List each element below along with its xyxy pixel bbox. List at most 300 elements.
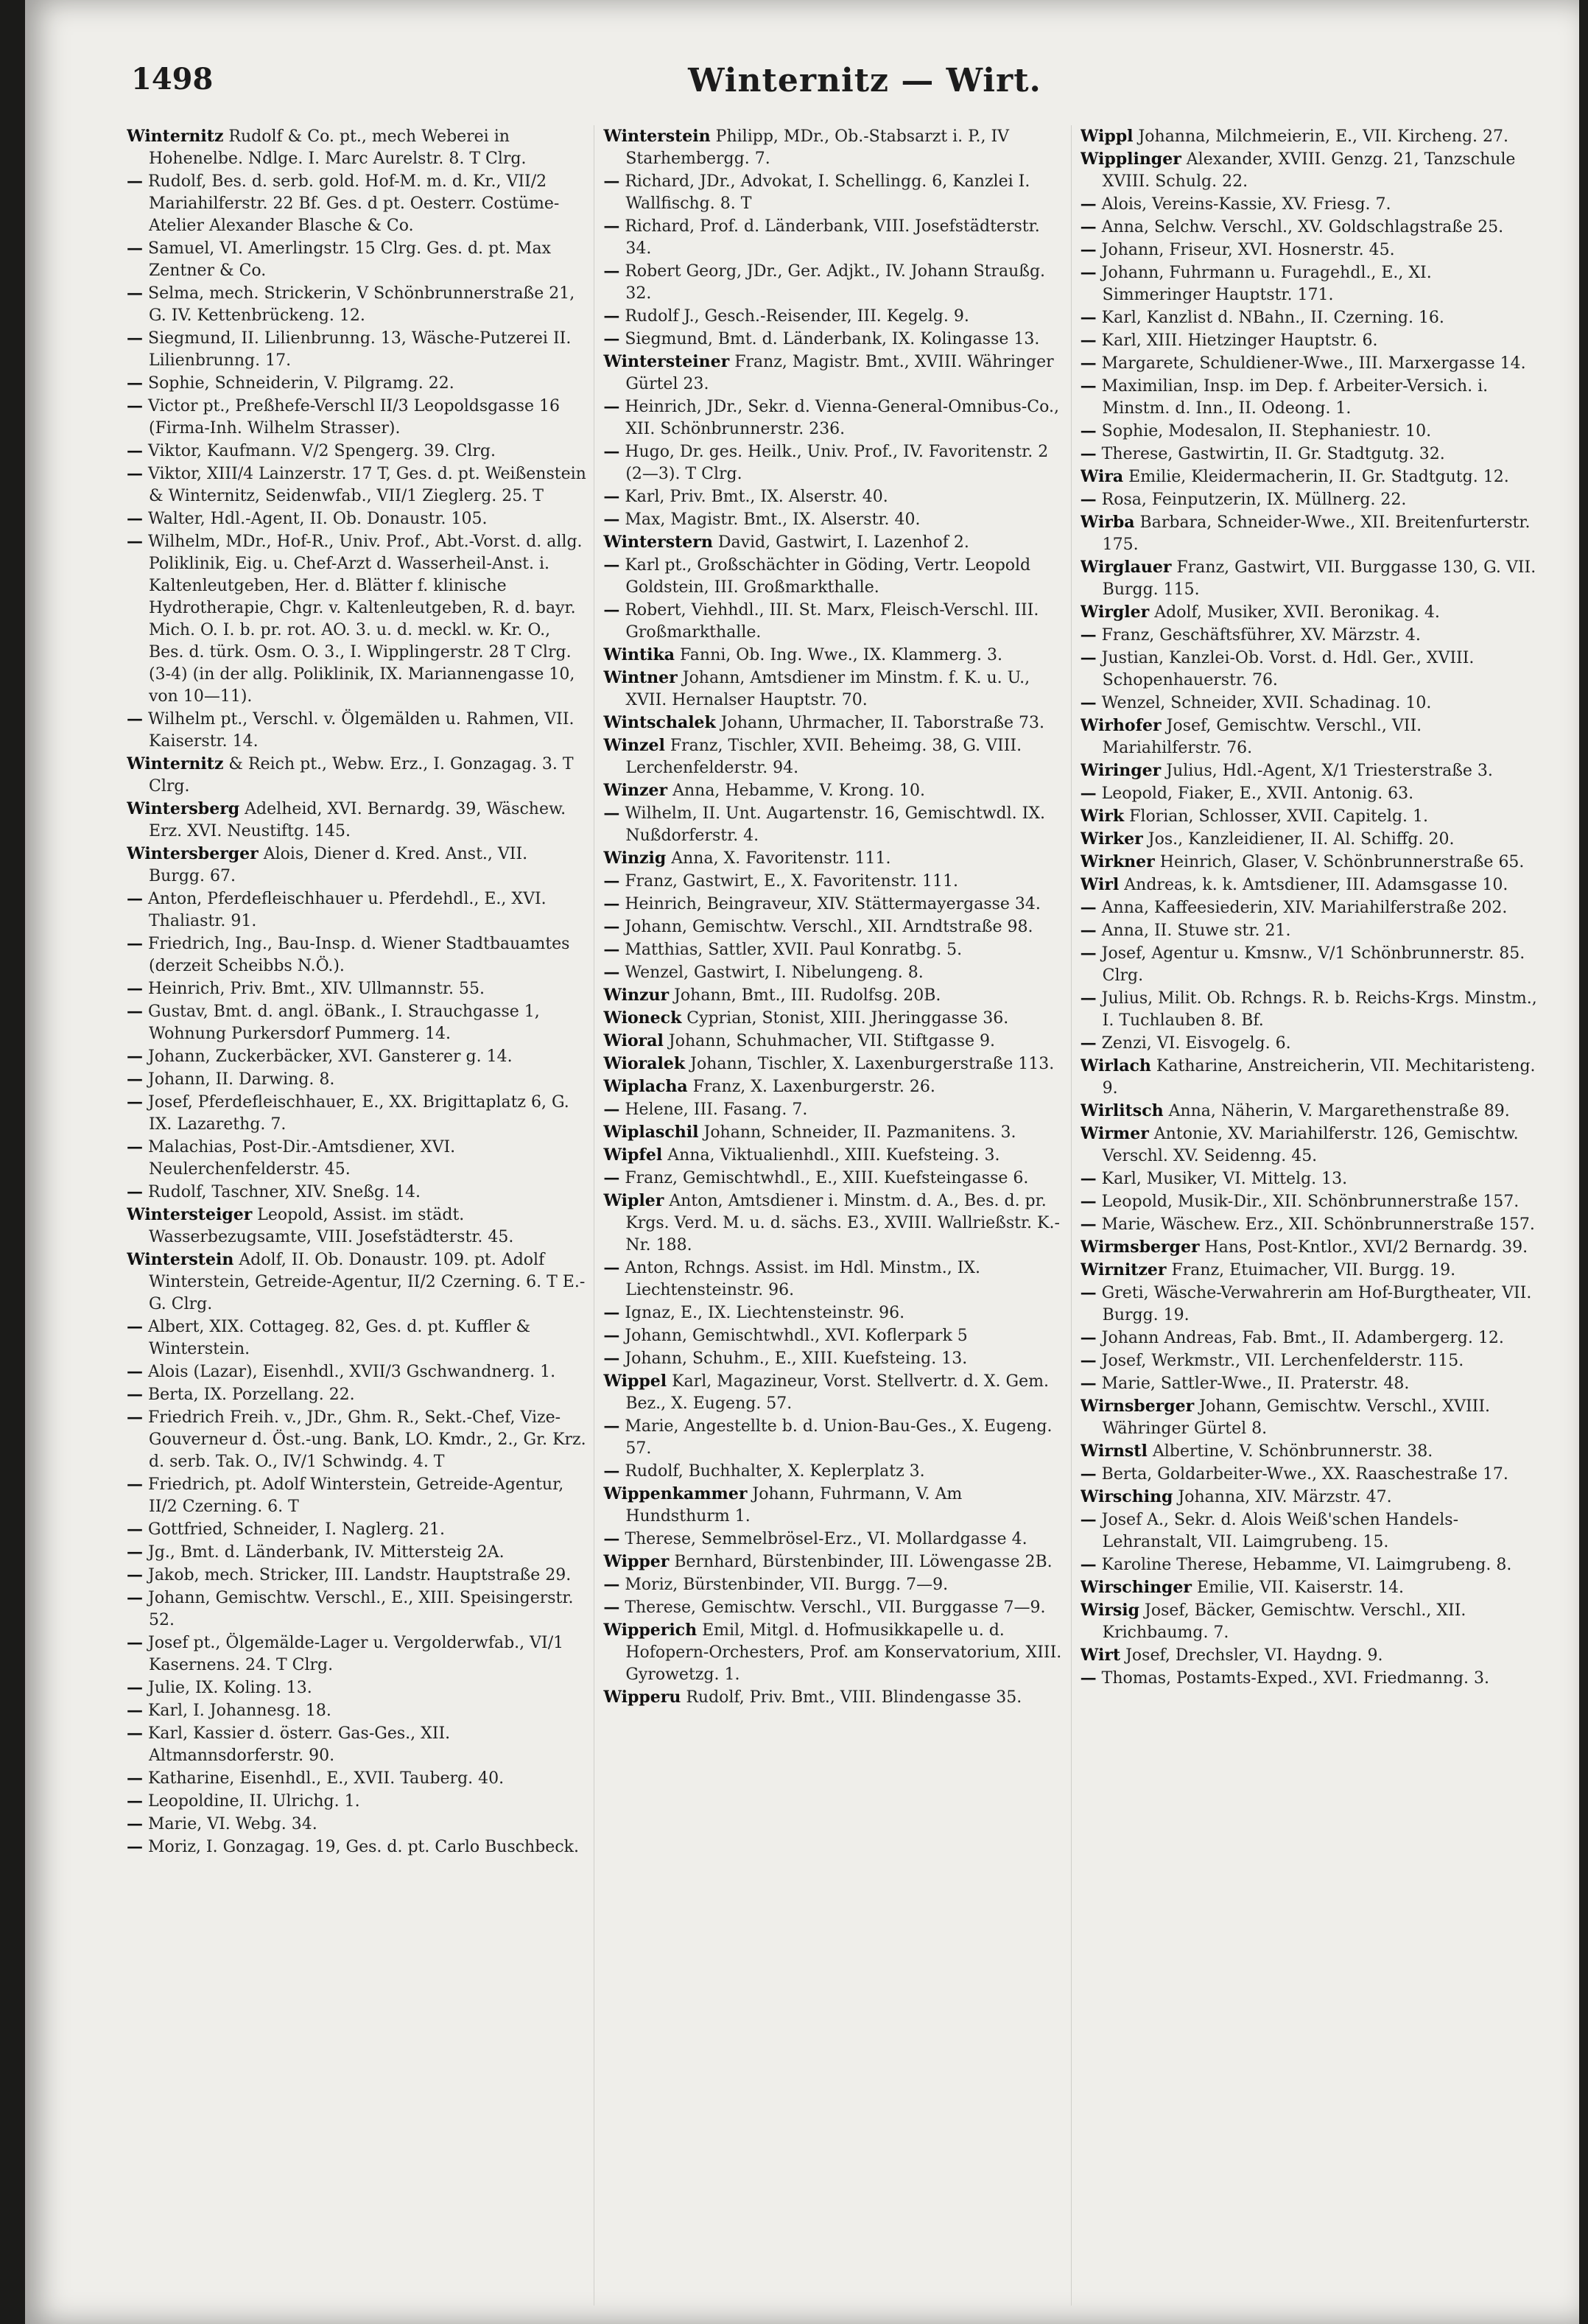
entry-details: Rudolf & Co. pt., mech Weberei in Hohenelbe. Ndlge. I. Marc Aurelstr. 8. T Clrg. bbox=[149, 127, 527, 168]
entry-details: Katharine, Anstreicherin, VII. Mechitaristeng. 9. bbox=[1102, 1057, 1536, 1098]
directory-entry bbox=[603, 1619, 1064, 1686]
entry-details: Anton, Amtsdiener i. Minstm. d. A., Bes. d. pr. Krgs. Verd. M. u. d. sächs. E3., XVIII. Wallrießstr. K.-Nr. 188. bbox=[625, 1192, 1060, 1254]
entry-details: Karl pt., Großschächter in Göding, Vertr. Leopold Goldstein, III. Großmarkthalle. bbox=[619, 556, 1031, 597]
directory-entry bbox=[603, 1573, 1064, 1596]
entry-details: Karl, Kassier d. österr. Gas-Ges., XII. Altmannsdorferstr. 90. bbox=[143, 1724, 451, 1765]
entry-details: Franz, Gemischtwhdl., E., XIII. Kuefsteingasse 6. bbox=[619, 1169, 1029, 1187]
directory-entry bbox=[127, 1813, 588, 1836]
directory-entry bbox=[127, 1316, 588, 1361]
entry-details: Franz, Geschäftsführer, XV. Märzstr. 4. bbox=[1096, 626, 1421, 645]
entry-surname: Wintner bbox=[603, 668, 678, 687]
directory-entry bbox=[1081, 874, 1542, 896]
entry-surname: — bbox=[127, 1092, 143, 1112]
entry-surname: Wipper bbox=[603, 1552, 670, 1571]
entry-details: Karl, XIII. Hietzinger Hauptstr. 6. bbox=[1096, 331, 1378, 350]
directory-entry bbox=[127, 708, 588, 753]
directory-entry bbox=[1081, 329, 1542, 352]
entry-surname: — bbox=[127, 373, 143, 393]
entry-details: Alexander, XVIII. Genzg. 21, Tanzschule XVIII. Schulg. 22. bbox=[1102, 150, 1516, 191]
entry-details: Josef, Pferdefleischhauer, E., XX. Brigittaplatz 6, G. IX. Lazarethg. 7. bbox=[143, 1093, 569, 1134]
entry-details: Samuel, VI. Amerlingstr. 15 Clrg. Ges. d. pt. Max Zentner & Co. bbox=[143, 239, 551, 280]
entry-surname: — bbox=[127, 464, 143, 483]
entry-details: Ignaz, E., IX. Liechtensteinstr. 96. bbox=[619, 1304, 905, 1322]
entry-surname: — bbox=[127, 1542, 143, 1562]
entry-surname: — bbox=[1080, 1283, 1097, 1302]
entry-surname: — bbox=[603, 1529, 620, 1548]
entry-surname: — bbox=[1080, 421, 1097, 440]
directory-entry bbox=[127, 1722, 588, 1767]
entry-surname: — bbox=[127, 1814, 143, 1833]
entry-details: Malachias, Post-Dir.-Amtsdiener, XVI. Neulerchenfelderstr. 45. bbox=[143, 1138, 456, 1179]
directory-entry bbox=[1081, 420, 1542, 443]
entry-details: Johann, Schneider, II. Pazmanitens. 3. bbox=[698, 1123, 1016, 1142]
directory-entry bbox=[127, 1587, 588, 1632]
entry-details: Anna, Viktualienhdl., XIII. Kuefsteing. 3. bbox=[662, 1146, 1000, 1165]
entry-surname: — bbox=[603, 1416, 620, 1436]
entry-details: Therese, Semmelbrösel-Erz., VI. Mollardgasse 4. bbox=[619, 1530, 1027, 1548]
directory-entry bbox=[127, 888, 588, 933]
entry-details: Wilhelm, MDr., Hof-R., Univ. Prof., Abt.-Vorst. d. allg. Poliklinik, Eig. u. Chef-Arzt d. Wasserheil-Anst. i. Kaltenleutgeben, Her. d. Blätter f. klinische Hydrotherapie, Chgr. v. Kaltenleutgeben, R. d. bayr. Mich. O. I. b. pr. rot. AO. 3. u. d. meckl. w. Kr. O., Bes. d. türk. Osm. O. 3., I. Wipplingerstr. 28 T Clrg. (3-4) (in der allg. Poliklinik, IX. Mariannengasse 10, von 10—11). bbox=[143, 533, 583, 706]
entry-details: Johann, Gemischtwhdl., XVI. Koflerpark 5 bbox=[619, 1327, 968, 1345]
directory-entry bbox=[1081, 828, 1542, 851]
entry-surname: — bbox=[127, 509, 143, 528]
directory-entry bbox=[603, 215, 1064, 260]
entry-details: Albertine, V. Schönbrunnerstr. 38. bbox=[1147, 1442, 1433, 1461]
entry-surname: — bbox=[127, 1837, 143, 1856]
directory-entry bbox=[1081, 1055, 1542, 1100]
directory-entry bbox=[127, 395, 588, 440]
entry-details: Franz, X. Laxenburgerstr. 26. bbox=[687, 1078, 935, 1096]
entry-surname: — bbox=[127, 1070, 143, 1089]
directory-entry bbox=[127, 753, 588, 798]
directory-entry bbox=[603, 644, 1064, 667]
entry-surname: — bbox=[127, 1475, 143, 1494]
directory-entry bbox=[127, 1361, 588, 1383]
entry-details: Leopold, Musik-Dir., XII. Schönbrunnerstraße 157. bbox=[1096, 1193, 1520, 1211]
entry-details: Antonie, XV. Mariahilferstr. 126, Gemischtw. Verschl. XV. Seidenng. 45. bbox=[1102, 1125, 1519, 1165]
directory-entry bbox=[603, 170, 1064, 215]
directory-entry bbox=[1081, 715, 1542, 759]
directory-entry bbox=[603, 1686, 1064, 1709]
directory-entry bbox=[603, 667, 1064, 712]
directory-entry bbox=[603, 847, 1064, 870]
entry-details: Johann, Uhrmacher, II. Taborstraße 73. bbox=[715, 714, 1045, 732]
entry-surname: Wintersberger bbox=[127, 844, 259, 863]
directory-entry bbox=[1081, 1599, 1542, 1644]
directory-entry bbox=[1081, 601, 1542, 624]
entry-details: Josef, Drechsler, VI. Haydng. 9. bbox=[1120, 1646, 1383, 1665]
directory-entry bbox=[1081, 1190, 1542, 1213]
entry-surname: — bbox=[1080, 308, 1097, 327]
directory-entry bbox=[1081, 1032, 1542, 1055]
entry-surname: Wintersberg bbox=[127, 799, 240, 818]
entry-surname: — bbox=[1080, 217, 1097, 236]
entry-details: Johann, Schuhmacher, VII. Stiftgasse 9. bbox=[663, 1032, 995, 1050]
entry-details: Marie, Wäschew. Erz., XII. Schönbrunnerstraße 157. bbox=[1096, 1215, 1535, 1234]
entry-details: Sophie, Schneiderin, V. Pilgramg. 22. bbox=[143, 374, 454, 393]
entry-surname: — bbox=[603, 172, 620, 191]
directory-entry bbox=[1081, 216, 1542, 239]
entry-details: Franz, Gastwirt, E., X. Favoritenstr. 111. bbox=[619, 872, 959, 891]
entry-surname: — bbox=[603, 871, 620, 891]
directory-entry bbox=[127, 1677, 588, 1699]
directory-entry bbox=[1081, 1259, 1542, 1282]
entry-details: Heinrich, Priv. Bmt., XIV. Ullmannstr. 55. bbox=[143, 980, 485, 998]
entry-details: Alois, Diener d. Kred. Anst., VII. Burgg. 67. bbox=[149, 845, 528, 885]
entry-details: Franz, Etuimacher, VII. Burgg. 19. bbox=[1166, 1261, 1456, 1279]
directory-entry bbox=[1081, 1440, 1542, 1463]
entry-details: Johann Andreas, Fab. Bmt., II. Adambergerg. 12. bbox=[1096, 1329, 1504, 1347]
directory-entry bbox=[127, 508, 588, 530]
entry-surname: — bbox=[127, 1002, 143, 1021]
entry-details: Karl, Priv. Bmt., IX. Alserstr. 40. bbox=[619, 488, 888, 506]
directory-entry bbox=[127, 237, 588, 282]
directory-entry bbox=[127, 1068, 588, 1091]
entry-surname: — bbox=[1080, 194, 1097, 214]
entry-details: Berta, Goldarbeiter-Wwe., XX. Raaschestraße 17. bbox=[1096, 1465, 1508, 1484]
entry-details: Hugo, Dr. ges. Heilk., Univ. Prof., IV. Favoritenstr. 2 (2—3). T Clrg. bbox=[619, 443, 1049, 483]
entry-details: & Reich pt., Webw. Erz., I. Gonzagag. 3. T Clrg. bbox=[149, 755, 574, 796]
entry-details: Matthias, Sattler, XVII. Paul Konratbg. 5. bbox=[619, 941, 963, 959]
entry-details: Julius, Hdl.-Agent, X/1 Triesterstraße 3. bbox=[1161, 762, 1493, 780]
entry-details: Bernhard, Bürstenbinder, III. Löwengasse 2B. bbox=[669, 1553, 1053, 1571]
entry-details: Rudolf, Bes. d. serb. gold. Hof-M. m. d. Kr., VII/2 Mariahilferstr. 22 Bf. Ges. d pt. Oesterr. Costüme-Atelier Alexander Blasche & Co. bbox=[143, 172, 560, 235]
entry-surname: — bbox=[1080, 1351, 1097, 1370]
entry-details: Marie, Angestellte b. d. Union-Bau-Ges., X. Eugeng. 57. bbox=[619, 1417, 1053, 1458]
entry-surname: Wirlitsch bbox=[1080, 1101, 1164, 1120]
entry-details: Anna, Selchw. Verschl., XV. Goldschlagstraße 25. bbox=[1096, 218, 1504, 236]
directory-entry bbox=[603, 1257, 1064, 1302]
directory-entry bbox=[127, 1406, 588, 1473]
directory-entry bbox=[1081, 193, 1542, 216]
directory-entry bbox=[603, 1030, 1064, 1053]
entry-details: Emilie, Kleidermacherin, II. Gr. Stadtgutg. 12. bbox=[1123, 468, 1509, 486]
entry-surname: Wirker bbox=[1080, 829, 1143, 849]
entry-details: Adelheid, XVI. Bernardg. 39, Wäschew. Erz. XVI. Neustiftg. 145. bbox=[149, 800, 566, 840]
entry-surname: Wirkner bbox=[1080, 852, 1155, 871]
entry-details: Viktor, XIII/4 Lainzerstr. 17 T, Ges. d. pt. Weißenstein & Winternitz, Seidenwfab., VII/1 Zieglerg. 25. T bbox=[143, 465, 586, 505]
entry-details: Anna, Hebamme, V. Krong. 10. bbox=[667, 782, 925, 800]
entry-details: Heinrich, Glaser, V. Schönbrunnerstraße 65. bbox=[1154, 853, 1525, 871]
entry-details: Wilhelm pt., Verschl. v. Ölgemälden u. Rahmen, VII. Kaiserstr. 14. bbox=[143, 710, 575, 751]
directory-entry bbox=[603, 1007, 1064, 1030]
directory-entry bbox=[1081, 261, 1542, 306]
entry-surname: — bbox=[1080, 784, 1097, 803]
directory-entry bbox=[1081, 352, 1542, 375]
directory-entry bbox=[1081, 1576, 1542, 1599]
entry-details: Karl, Magazineur, Vorst. Stellvertr. d. X. Gem. Bez., X. Eugeng. 57. bbox=[625, 1372, 1049, 1413]
directory-entry bbox=[603, 351, 1064, 396]
entry-details: Therese, Gastwirtin, II. Gr. Stadtgutg. 32. bbox=[1096, 445, 1445, 463]
entry-surname: — bbox=[127, 1588, 143, 1607]
directory-entry bbox=[1081, 443, 1542, 466]
entry-details: Greti, Wäsche-Verwahrerin am Hof-Burgtheater, VII. Burgg. 19. bbox=[1096, 1284, 1532, 1324]
entry-surname: — bbox=[127, 1791, 143, 1811]
directory-entry bbox=[1081, 624, 1542, 647]
entry-surname: — bbox=[1080, 1033, 1097, 1053]
directory-entry bbox=[1081, 647, 1542, 692]
entry-surname: — bbox=[603, 963, 620, 982]
entry-details: Sophie, Modesalon, II. Stephaniestr. 10. bbox=[1096, 422, 1432, 440]
entry-details: Friedrich Freih. v., JDr., Ghm. R., Sekt.-Chef, Vize-Gouverneur d. Öst.-ung. Bank, LO. Kmdr., 2., Gr. Krz. d. serb. Tak. O., IV/1 Schwindg. 4. T bbox=[143, 1408, 586, 1471]
directory-entry bbox=[1081, 1486, 1542, 1509]
entry-surname: Winzig bbox=[603, 849, 667, 868]
directory-entry bbox=[1081, 1395, 1542, 1440]
directory-entry bbox=[603, 328, 1064, 351]
entry-surname: — bbox=[603, 1168, 620, 1187]
directory-entry bbox=[603, 1596, 1064, 1619]
entry-details: Anton, Rchngs. Assist. im Hdl. Minstm., IX. Liechtensteinstr. 96. bbox=[619, 1259, 981, 1299]
directory-entry bbox=[1081, 919, 1542, 942]
entry-surname: Wioneck bbox=[603, 1008, 682, 1028]
entry-surname: Wintersteiner bbox=[603, 352, 730, 371]
entry-surname: — bbox=[127, 532, 143, 551]
directory-entry bbox=[603, 1075, 1064, 1098]
entry-surname: Wirnitzer bbox=[1080, 1260, 1167, 1279]
directory-entry bbox=[603, 802, 1064, 847]
entry-surname: Wirt bbox=[1080, 1646, 1121, 1665]
entry-surname: Wintschalek bbox=[603, 713, 716, 732]
entry-details: Johanna, XIV. Märzstr. 47. bbox=[1173, 1488, 1392, 1506]
directory-entry bbox=[1081, 942, 1542, 987]
entry-surname: Wipler bbox=[603, 1191, 664, 1210]
entry-details: Johann, Fuhrmann, V. Am Hundsthurm 1. bbox=[625, 1485, 963, 1526]
page-number: 1498 bbox=[131, 62, 214, 96]
entry-details: Albert, XIX. Cottageg. 82, Ges. d. pt. Kuffler & Winterstein. bbox=[143, 1318, 531, 1358]
entry-surname: — bbox=[603, 1100, 620, 1119]
entry-surname: Wirba bbox=[1080, 513, 1135, 532]
directory-entry bbox=[127, 1091, 588, 1136]
entry-surname: — bbox=[127, 934, 143, 953]
directory-entry bbox=[1081, 1236, 1542, 1259]
entry-surname: — bbox=[127, 889, 143, 908]
entry-surname: Winterstein bbox=[127, 1250, 234, 1269]
entry-surname: — bbox=[1080, 1555, 1097, 1574]
directory-entry bbox=[1081, 1349, 1542, 1372]
directory-entry bbox=[1081, 148, 1542, 193]
entry-surname: Wipfel bbox=[603, 1145, 663, 1165]
entry-surname: — bbox=[127, 441, 143, 460]
directory-entry bbox=[603, 1053, 1064, 1075]
entry-details: Johann, Zuckerbäcker, XVI. Gansterer g. 14. bbox=[143, 1047, 513, 1066]
directory-entry bbox=[127, 1473, 588, 1518]
entry-details: Anna, Näherin, V. Margarethenstraße 89. bbox=[1163, 1102, 1510, 1120]
entry-surname: Wioral bbox=[603, 1031, 664, 1050]
entry-surname: — bbox=[127, 1385, 143, 1404]
directory-entry bbox=[603, 1460, 1064, 1483]
directory-entry bbox=[1081, 1327, 1542, 1349]
entry-details: Jg., Bmt. d. Länderbank, IV. Mittersteig 2A. bbox=[143, 1543, 505, 1562]
directory-entry bbox=[1081, 896, 1542, 919]
directory-entry bbox=[1081, 1123, 1542, 1168]
entry-surname: — bbox=[603, 261, 620, 281]
directory-entry bbox=[603, 1098, 1064, 1121]
directory-entry bbox=[603, 870, 1064, 893]
entry-surname: — bbox=[127, 1565, 143, 1584]
directory-entry bbox=[127, 1767, 588, 1790]
entry-details: Friedrich, Ing., Bau-Insp. d. Wiener Stadtbauamtes (derzeit Scheibbs N.Ö.). bbox=[143, 935, 570, 975]
entry-details: Johann, II. Darwing. 8. bbox=[143, 1070, 335, 1089]
entry-surname: — bbox=[603, 306, 620, 326]
directory-entry bbox=[127, 1136, 588, 1181]
entry-details: Anton, Pferdefleischhauer u. Pferdehdl., E., XVI. Thaliastr. 91. bbox=[143, 890, 547, 930]
entry-details: Viktor, Kaufmann. V/2 Spengerg. 39. Clrg. bbox=[143, 442, 496, 460]
entry-details: Josef, Werkmstr., VII. Lerchenfelderstr. 115. bbox=[1096, 1352, 1464, 1370]
entry-details: Helene, III. Fasang. 7. bbox=[619, 1100, 808, 1119]
entry-surname: — bbox=[127, 1137, 143, 1156]
entry-surname: Wirhofer bbox=[1080, 716, 1162, 735]
entry-surname: — bbox=[603, 442, 620, 461]
directory-entry bbox=[1081, 1282, 1542, 1327]
entry-details: Robert Georg, JDr., Ger. Adjkt., IV. Johann Straußg. 32. bbox=[619, 262, 1046, 303]
entry-details: Franz, Tischler, XVII. Beheimg. 38, G. VIII. Lerchenfelderstr. 94. bbox=[625, 737, 1022, 777]
directory-entry bbox=[1081, 466, 1542, 488]
entry-surname: Winzur bbox=[603, 986, 670, 1005]
entry-details: Gottfried, Schneider, I. Naglerg. 21. bbox=[143, 1520, 446, 1539]
entry-details: David, Gastwirt, I. Lazenhof 2. bbox=[712, 533, 969, 552]
entry-surname: — bbox=[127, 1701, 143, 1720]
entry-details: Johann, Gemischtw. Verschl., XII. Arndtstraße 98. bbox=[619, 918, 1033, 936]
directory-entry bbox=[127, 1181, 588, 1204]
entry-details: Anna, II. Stuwe str. 21. bbox=[1096, 921, 1291, 940]
directory-entry bbox=[603, 1302, 1064, 1324]
directory-entry bbox=[127, 170, 588, 237]
entry-surname: — bbox=[1080, 989, 1097, 1008]
directory-entry bbox=[603, 1551, 1064, 1573]
entry-surname: — bbox=[1080, 1169, 1097, 1188]
directory-entry bbox=[603, 893, 1064, 916]
entry-surname: — bbox=[1080, 625, 1097, 645]
directory-entry bbox=[1081, 556, 1542, 601]
entry-details: Adolf, Musiker, XVII. Beronikag. 4. bbox=[1149, 603, 1440, 622]
entry-details: Alois (Lazar), Eisenhdl., XVII/3 Gschwandnerg. 1. bbox=[143, 1363, 556, 1381]
directory-entry bbox=[603, 1347, 1064, 1370]
entry-surname: Wipplinger bbox=[1080, 150, 1181, 169]
directory-entry bbox=[1081, 1554, 1542, 1576]
entry-details: Karl, Musiker, VI. Mittelg. 13. bbox=[1096, 1170, 1348, 1188]
directory-entry bbox=[127, 1836, 588, 1858]
directory-entry bbox=[127, 440, 588, 463]
entry-surname: Wirschinger bbox=[1080, 1578, 1192, 1597]
entry-surname: Wirgler bbox=[1080, 603, 1150, 622]
directory-page bbox=[25, 0, 1579, 2324]
entry-details: Max, Magistr. Bmt., IX. Alserstr. 40. bbox=[619, 510, 921, 529]
entry-details: Jos., Kanzleidiener, II. Al. Schiffg. 20. bbox=[1142, 830, 1455, 849]
entry-surname: — bbox=[1080, 921, 1097, 940]
directory-entry bbox=[603, 554, 1064, 599]
directory-entry bbox=[127, 282, 588, 327]
entry-details: Moriz, I. Gonzagag. 19, Ges. d. pt. Carlo Buschbeck. bbox=[143, 1838, 579, 1856]
directory-entry bbox=[603, 125, 1064, 170]
directory-entry bbox=[1081, 1667, 1542, 1690]
entry-surname: — bbox=[603, 1461, 620, 1481]
directory-entry bbox=[1081, 1509, 1542, 1554]
entry-surname: — bbox=[127, 396, 143, 415]
directory-entry bbox=[1081, 987, 1542, 1032]
directory-entry bbox=[603, 1370, 1064, 1415]
entry-details: Siegmund, II. Lilienbrunng. 13, Wäsche-Putzerei II. Lilienbrunng. 17. bbox=[143, 329, 572, 370]
entry-surname: Wirsching bbox=[1080, 1487, 1173, 1506]
entry-details: Johann, Gemischtw. Verschl., E., XIII. Speisingerstr. 52. bbox=[143, 1589, 574, 1629]
directory-entry bbox=[1081, 1463, 1542, 1486]
entry-surname: — bbox=[603, 329, 620, 348]
entry-surname: — bbox=[127, 239, 143, 258]
entry-details: Marie, VI. Webg. 34. bbox=[143, 1815, 317, 1833]
entry-surname: — bbox=[127, 1362, 143, 1381]
entry-surname: Wirmsberger bbox=[1080, 1238, 1200, 1257]
entry-details: Julius, Milit. Ob. Rchngs. R. b. Reichs-Krgs. Minstm., I. Tuchlauben 8. Bf. bbox=[1096, 989, 1537, 1030]
entry-surname: — bbox=[603, 1349, 620, 1368]
entry-details: Siegmund, Bmt. d. Länderbank, IX. Kolingasse 13. bbox=[619, 330, 1040, 348]
directory-entry bbox=[603, 260, 1064, 305]
entry-details: Victor pt., Preßhefe-Verschl II/3 Leopoldsgasse 16 (Firma-Inh. Wilhelm Strasser). bbox=[143, 397, 560, 438]
entry-surname: Wirnsberger bbox=[1080, 1397, 1195, 1416]
directory-entry bbox=[1081, 1168, 1542, 1190]
entry-details: Alois, Vereins-Kassie, XV. Friesg. 7. bbox=[1096, 195, 1391, 214]
entry-details: Jakob, mech. Stricker, III. Landstr. Hauptstraße 29. bbox=[143, 1566, 572, 1584]
running-head: Winternitz — Wirt. bbox=[688, 62, 1041, 99]
directory-entry bbox=[1081, 125, 1542, 148]
directory-entry bbox=[603, 1144, 1064, 1167]
entry-details: Franz, Gastwirt, VII. Burggasse 130, G. VII. Burgg. 115. bbox=[1102, 558, 1536, 599]
entry-surname: Wippenkammer bbox=[603, 1484, 748, 1503]
entry-surname: — bbox=[1080, 490, 1097, 509]
entry-surname: Winterstern bbox=[603, 533, 713, 552]
directory-entry bbox=[603, 305, 1064, 328]
entry-details: Karl, I. Johannesg. 18. bbox=[143, 1702, 331, 1720]
directory-entry bbox=[127, 843, 588, 888]
entry-surname: Wiringer bbox=[1080, 761, 1162, 780]
directory-entry bbox=[127, 1045, 588, 1068]
entry-details: Johann, Fuhrmann u. Furagehdl., E., XI. Simmeringer Hauptstr. 171. bbox=[1096, 264, 1432, 304]
entry-surname: — bbox=[1080, 1374, 1097, 1393]
entry-details: Fanni, Ob. Ing. Wwe., IX. Klammerg. 3. bbox=[675, 646, 1002, 664]
directory-entry bbox=[127, 1699, 588, 1722]
entry-surname: — bbox=[603, 894, 620, 913]
entry-surname: — bbox=[603, 1326, 620, 1345]
entry-details: Rudolf J., Gesch.-Reisender, III. Kegelg. 9. bbox=[619, 307, 969, 326]
entry-surname: Wiplacha bbox=[603, 1077, 688, 1096]
directory-entry bbox=[127, 1204, 588, 1249]
directory-entry bbox=[603, 961, 1064, 984]
entry-details: Rudolf, Taschner, XIV. Sneßg. 14. bbox=[143, 1183, 421, 1201]
directory-entry bbox=[603, 916, 1064, 938]
entry-details: Karl, Kanzlist d. NBahn., II. Czerning. 16. bbox=[1096, 309, 1444, 327]
entry-details: Marie, Sattler-Wwe., II. Praterstr. 48. bbox=[1096, 1375, 1410, 1393]
entry-surname: Winzel bbox=[603, 736, 665, 755]
entry-surname: — bbox=[127, 329, 143, 348]
entry-surname: — bbox=[127, 1633, 143, 1652]
entry-details: Karoline Therese, Hebamme, VI. Laimgrubeng. 8. bbox=[1096, 1556, 1512, 1574]
directory-entry bbox=[127, 372, 588, 395]
entry-surname: — bbox=[127, 1769, 143, 1788]
entry-surname: — bbox=[603, 940, 620, 959]
entry-surname: Winterstein bbox=[603, 127, 711, 146]
entry-details: Johann, Amtsdiener im Minstm. f. K. u. U., XVII. Hernalser Hauptstr. 70. bbox=[625, 669, 1030, 709]
directory-entry bbox=[603, 712, 1064, 734]
entry-details: Josef, Gemischtw. Verschl., VII. Mariahilferstr. 76. bbox=[1102, 717, 1422, 757]
entry-surname: — bbox=[127, 1317, 143, 1336]
entry-surname: — bbox=[1080, 354, 1097, 373]
entry-details: Barbara, Schneider-Wwe., XII. Breitenfurterstr. 175. bbox=[1102, 513, 1531, 554]
entry-details: Hans, Post-Kntlor., XVI/2 Bernardg. 39. bbox=[1199, 1238, 1528, 1257]
directory-entry bbox=[603, 396, 1064, 440]
entry-surname: Winternitz bbox=[127, 127, 224, 146]
directory-entry bbox=[603, 599, 1064, 644]
entry-surname: — bbox=[127, 709, 143, 729]
entry-surname: — bbox=[603, 917, 620, 936]
entry-surname: — bbox=[1080, 944, 1097, 963]
